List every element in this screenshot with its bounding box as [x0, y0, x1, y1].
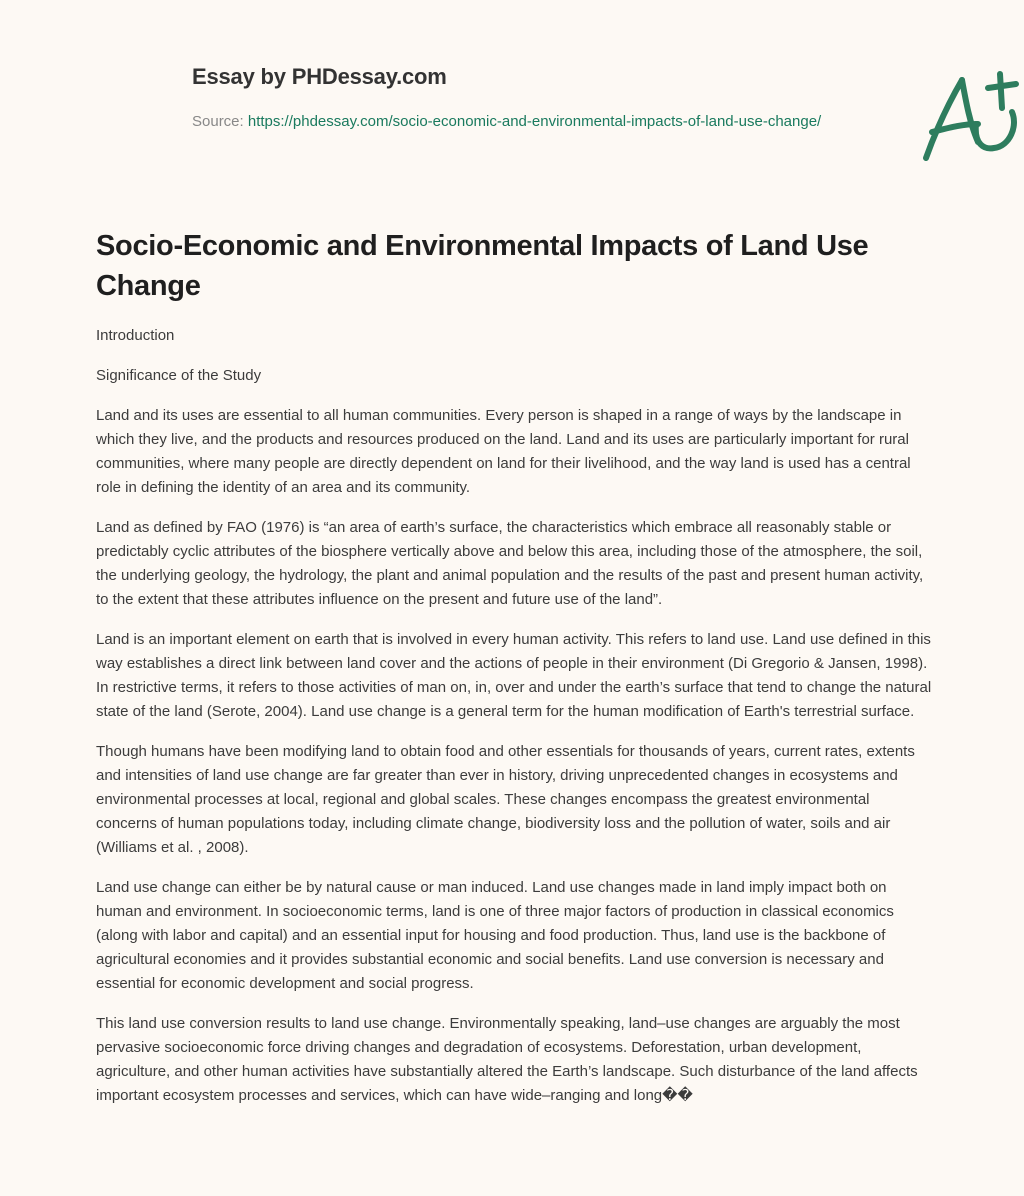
paragraph: This land use conversion results to land use change. Environmentally speaking, land–use changes are arguably the most pervasive socioeconomic force driving changes and degradation of ecosystems. Deforestation, urban development, agriculture, and other human activities have substantially altered the Earth’s landscape. Such disturbance of the land affects important ecosystem processes and services, which can have wide–ranging and long��: [96, 1015, 918, 1104]
essay-title: Socio-Economic and Environmental Impacts of Land Use Change: [96, 230, 869, 302]
section-heading-significance: Significance of the Study: [96, 367, 262, 384]
section-heading-introduction: Introduction: [96, 327, 175, 344]
page-header: [96, 0, 928, 200]
a-plus-grade-icon: [918, 68, 1024, 168]
source-link[interactable]: https://phdessay.com/socio-economic-and-environmental-impacts-of-land-use-change/: [247, 113, 822, 130]
paragraph: Land and its uses are essential to all human communities. Every person is shaped in a range of ways by the landscape in which they live, and the products and resources produced on the land. Land and its uses are particularly important for rural communities, where many people are directly dependent on land for their livelihood, and the way land is used has a central role in defining the identity of an area and its community.: [96, 407, 911, 496]
paragraph: Land use change can either be by natural cause or man induced. Land use changes made in land imply impact both on human and environment. In socioeconomic terms, land is one of three major factors of production in classical economics (along with labor and capital) and an essential input for housing and food production. Thus, land use is the backbone of agricultural economies and it provides substantial economic and social benefits. Land use conversion is necessary and essential for economic development and social progress.: [96, 879, 894, 992]
paragraph: Though humans have been modifying land to obtain food and other essentials for thousands of years, current rates, extents and intensities of land use change are far greater than ever in history, driving unprecedented changes in ecosystems and environmental processes at local, regional and global scales. These changes encompass the greatest environmental concerns of human populations today, including climate change, biodiversity loss and the pollution of water, soils and air (Williams et al. , 2008).: [96, 743, 915, 856]
paragraph: Land is an important element on earth that is involved in every human activity. This refers to land use. Land use defined in this way establishes a direct link between land cover and the actions of people in their environment (Di Gregorio & Jansen, 1998). In restrictive terms, it refers to those activities of man on, in, over and under the earth’s surface that tend to change the natural state of the land (Serote, 2004). Land use change is a general term for the human modification of Earth's terrestrial surface.: [96, 631, 932, 720]
paragraph: Land as defined by FAO (1976) is “an area of earth’s surface, the characteristics which embrace all reasonably stable or predictably cyclic attributes of the biosphere vertically above and below this area, including those of the atmosphere, the soil, the underlying geology, the hydrology, the plant and animal population and the results of the past and present human activity, to the extent that these attributes influence on the present and future use of the land”.: [96, 519, 924, 608]
source-line: [192, 110, 872, 134]
site-brand: Essay by PHDessay.com: [192, 64, 447, 89]
essay-body: [96, 324, 934, 1124]
source-label: Source:: [192, 113, 244, 130]
